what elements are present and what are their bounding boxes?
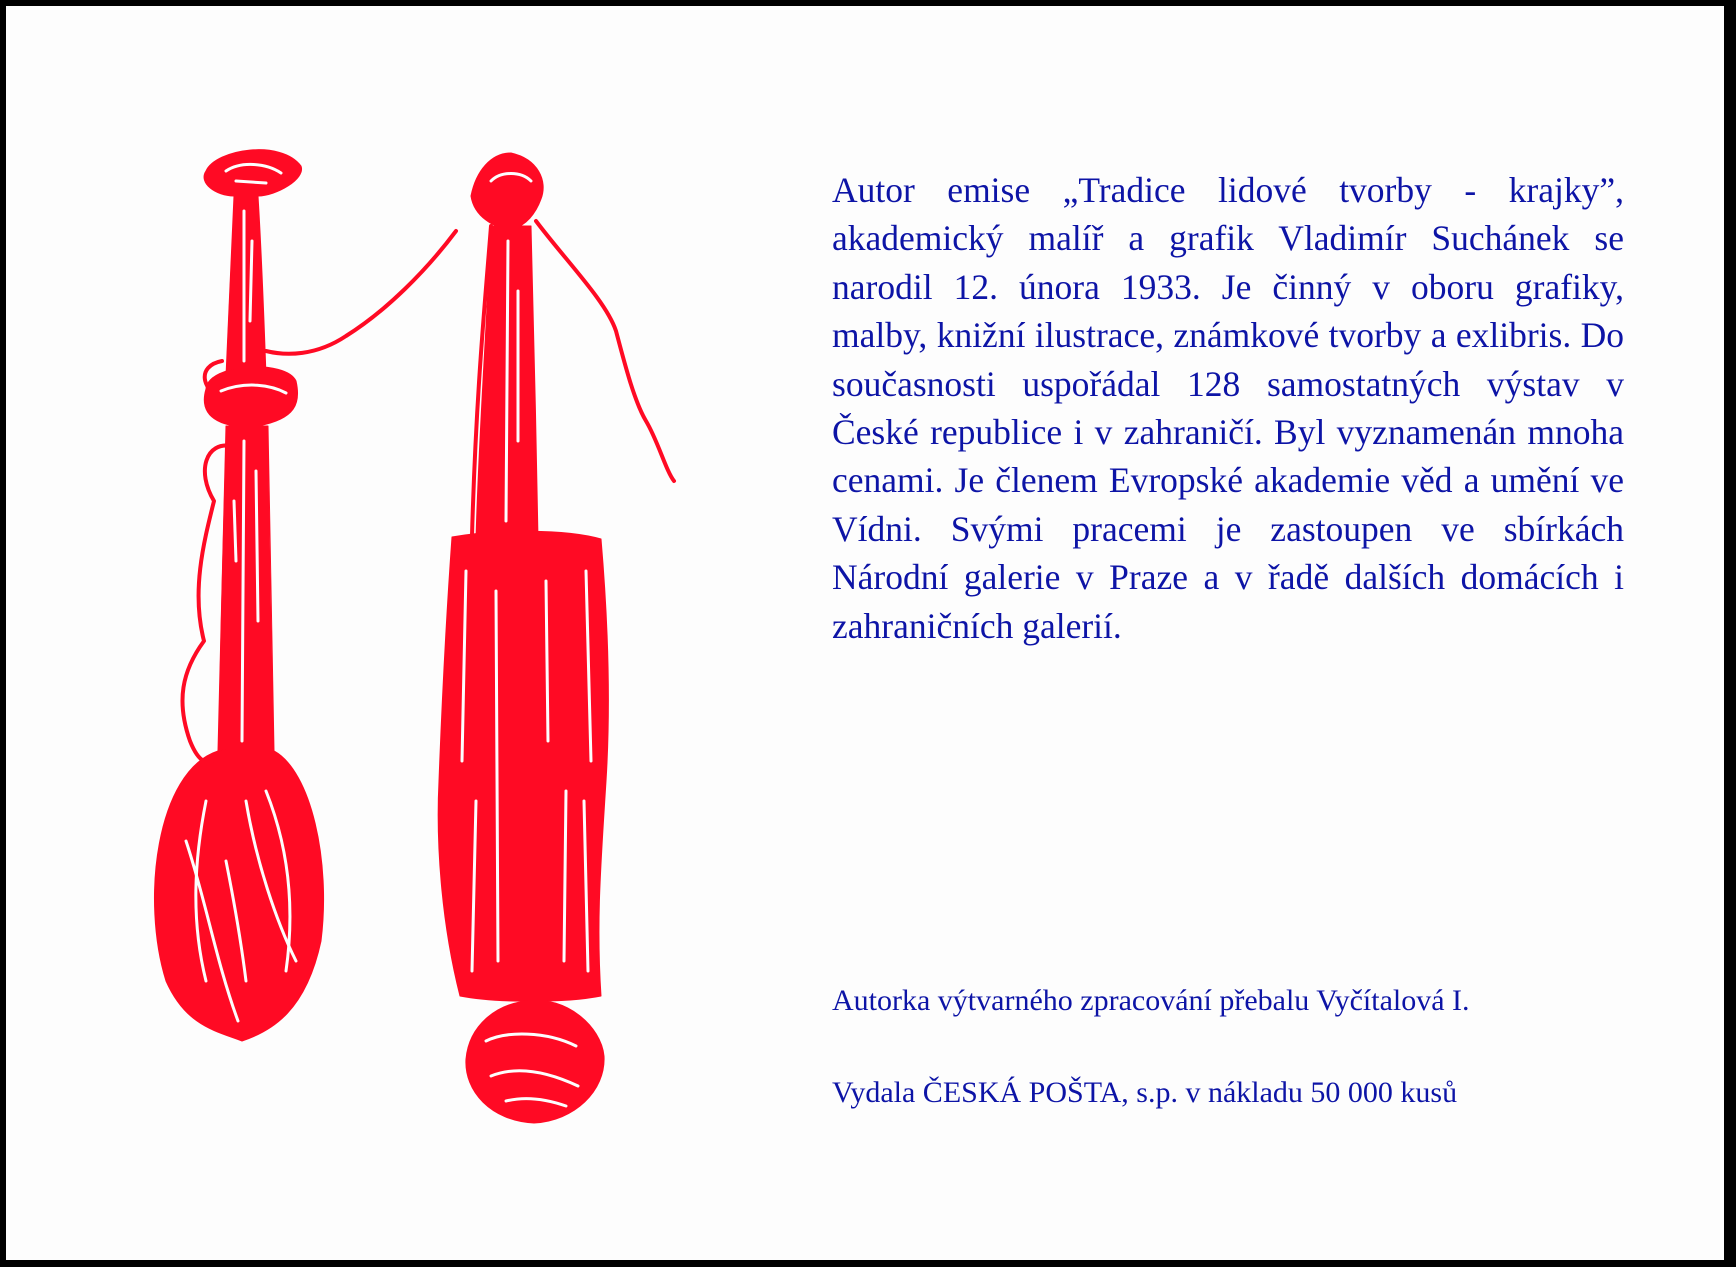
- cover-design-credit: Autorka výtvarného zpracování přebalu Vyčítalová I.: [832, 984, 1470, 1017]
- author-biography: Autor emise „Tradice lidové tvorby - krajky”, akademický malíř a grafik Vladimír Suchánek se narodil 12. února 1933. Je činný v oboru grafiky, malby, knižní ilustrace, známkové tvorby a exlibris. Do současnosti uspořádal 128 samostatných výstav v České republice i v zahraničí. Byl vyznamenán mnoha cenami. Je členem Evropské akademie věd a umění ve Vídni. Svými pracemi je zastoupen ve sbírkách Národní galerie v Praze a v řadě dalších domácích i zahraničních galerií.: [832, 170, 1624, 646]
- lace-bobbins-illustration: [146, 141, 826, 1151]
- booklet-card: [6, 6, 1724, 1260]
- left-bobbin: [154, 150, 323, 1041]
- publisher-credit: Vydala ČESKÁ POŠTA, s.p. v nákladu 50 000 kusů: [832, 1076, 1458, 1109]
